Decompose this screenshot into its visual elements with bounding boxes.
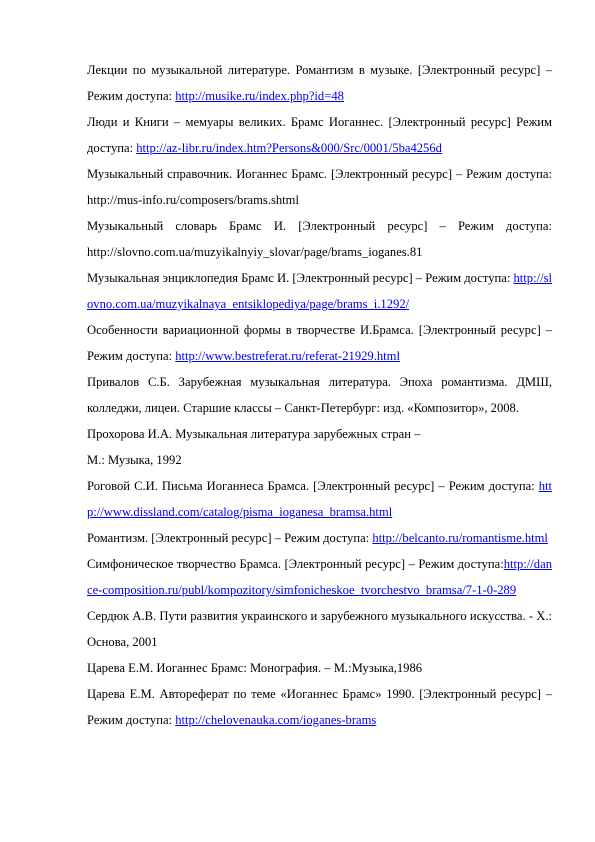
bib-entry-tsareva-abstract xyxy=(87,681,552,733)
bib-entry-publisher: М.: Музыка, 1992 xyxy=(87,453,182,467)
bib-entry-text: Музыкальный словарь Брамс И. [Электронный ресурс] – Режим доступа: http://slovno.com.ua/muzyikalnyiy_slovar/page/brams_ioganes.81 xyxy=(87,219,552,259)
bib-entry-symphonic-works xyxy=(87,551,552,603)
bib-entry-text: Сердюк А.В. Пути развития украинского и зарубежного музыкального искусства. - Х.: Основа, 2001 xyxy=(87,609,552,649)
bib-entry-link[interactable]: http://az-libr.ru/index.htm?Persons&000/Src/0001/5ba4256d xyxy=(136,141,442,155)
bib-entry-link[interactable]: http://dance-composition.ru/publ/kompozitory/simfonicheskoe_tvorchestvo_bramsa/7-1-0-289 xyxy=(87,557,552,597)
bib-entry-people-and-books xyxy=(87,109,552,161)
bib-entry-text: Симфоническое творчество Брамса. [Электронный ресурс] – Режим доступа: xyxy=(87,557,504,571)
bib-entry-lectures xyxy=(87,57,552,109)
bib-entry-text: Прохорова И.А. Музыкальная литература зарубежных стран – xyxy=(87,427,421,441)
bib-entry-music-encyclopedia xyxy=(87,265,552,317)
bib-entry-romanticism xyxy=(87,525,552,551)
bib-entry-link[interactable]: http://musike.ru/index.php?id=48 xyxy=(175,89,344,103)
bib-entry-text: Привалов С.Б. Зарубежная музыкальная литература. Эпоха романтизма. ДМШ, колледжи, лицеи. Старшие классы – Санкт-Петербург: изд. «Композитор», 2008. xyxy=(87,375,552,415)
bib-entry-text: Люди и Книги – мемуары великих. Брамс Иоганнес. [Электронный ресурс] Режим доступа: xyxy=(87,115,552,155)
bib-entry-text: Роговой С.И. Письма Иоганнеса Брамса. [Электронный ресурс] – Режим доступа: xyxy=(87,479,539,493)
bib-entry-variation-form xyxy=(87,317,552,369)
bib-entry-tsareva-monograph xyxy=(87,655,552,681)
bib-entry-link[interactable]: http://www.dissland.com/catalog/pisma_ioganesa_bramsa.html xyxy=(87,479,552,519)
bib-entry-link[interactable]: http://www.bestreferat.ru/referat-21929.html xyxy=(175,349,400,363)
bib-entry-text: Лекции по музыкальной литературе. Романтизм в музыке. [Электронный ресурс] – Режим доступа: xyxy=(87,63,552,103)
bib-entry-music-handbook xyxy=(87,161,552,213)
bib-entry-text: Царева Е.М. Иоганнес Брамс: Монография. – М.:Музыка,1986 xyxy=(87,661,423,675)
bib-entry-music-dictionary xyxy=(87,213,552,265)
bib-entry-text: Музыкальный справочник. Иоганнес Брамс. [Электронный ресурс] – Режим доступа: http://mus-info.ru/composers/brams.shtml xyxy=(87,167,552,207)
bib-entry-link[interactable]: http://chelovenauka.com/ioganes-brams xyxy=(175,713,377,727)
bib-entry-prokhorova xyxy=(87,421,552,473)
bib-entry-link[interactable]: http://belcanto.ru/romantisme.html xyxy=(372,531,548,545)
bib-entry-text: Царева Е.М. Автореферат по теме «Иоганнес Брамс» 1990. [Электронный ресурс] – Режим доступа: xyxy=(87,687,552,727)
bibliography-list xyxy=(87,57,552,733)
bib-entry-text: Особенности вариационной формы в творчестве И.Брамса. [Электронный ресурс] – Режим доступа: xyxy=(87,323,552,363)
bib-entry-serdyuk xyxy=(87,603,552,655)
bib-entry-text: Музыкальная энциклопедия Брамс И. [Электронный ресурс] – Режим доступа: xyxy=(87,271,514,285)
bib-entry-text: Романтизм. [Электронный ресурс] – Режим доступа: xyxy=(87,531,373,545)
bib-entry-privalov xyxy=(87,369,552,421)
bib-entry-rogovoy xyxy=(87,473,552,525)
bib-entry-link[interactable]: http://slovno.com.ua/muzyikalnaya_entsiklopediya/page/brams_i.1292/ xyxy=(87,271,552,311)
